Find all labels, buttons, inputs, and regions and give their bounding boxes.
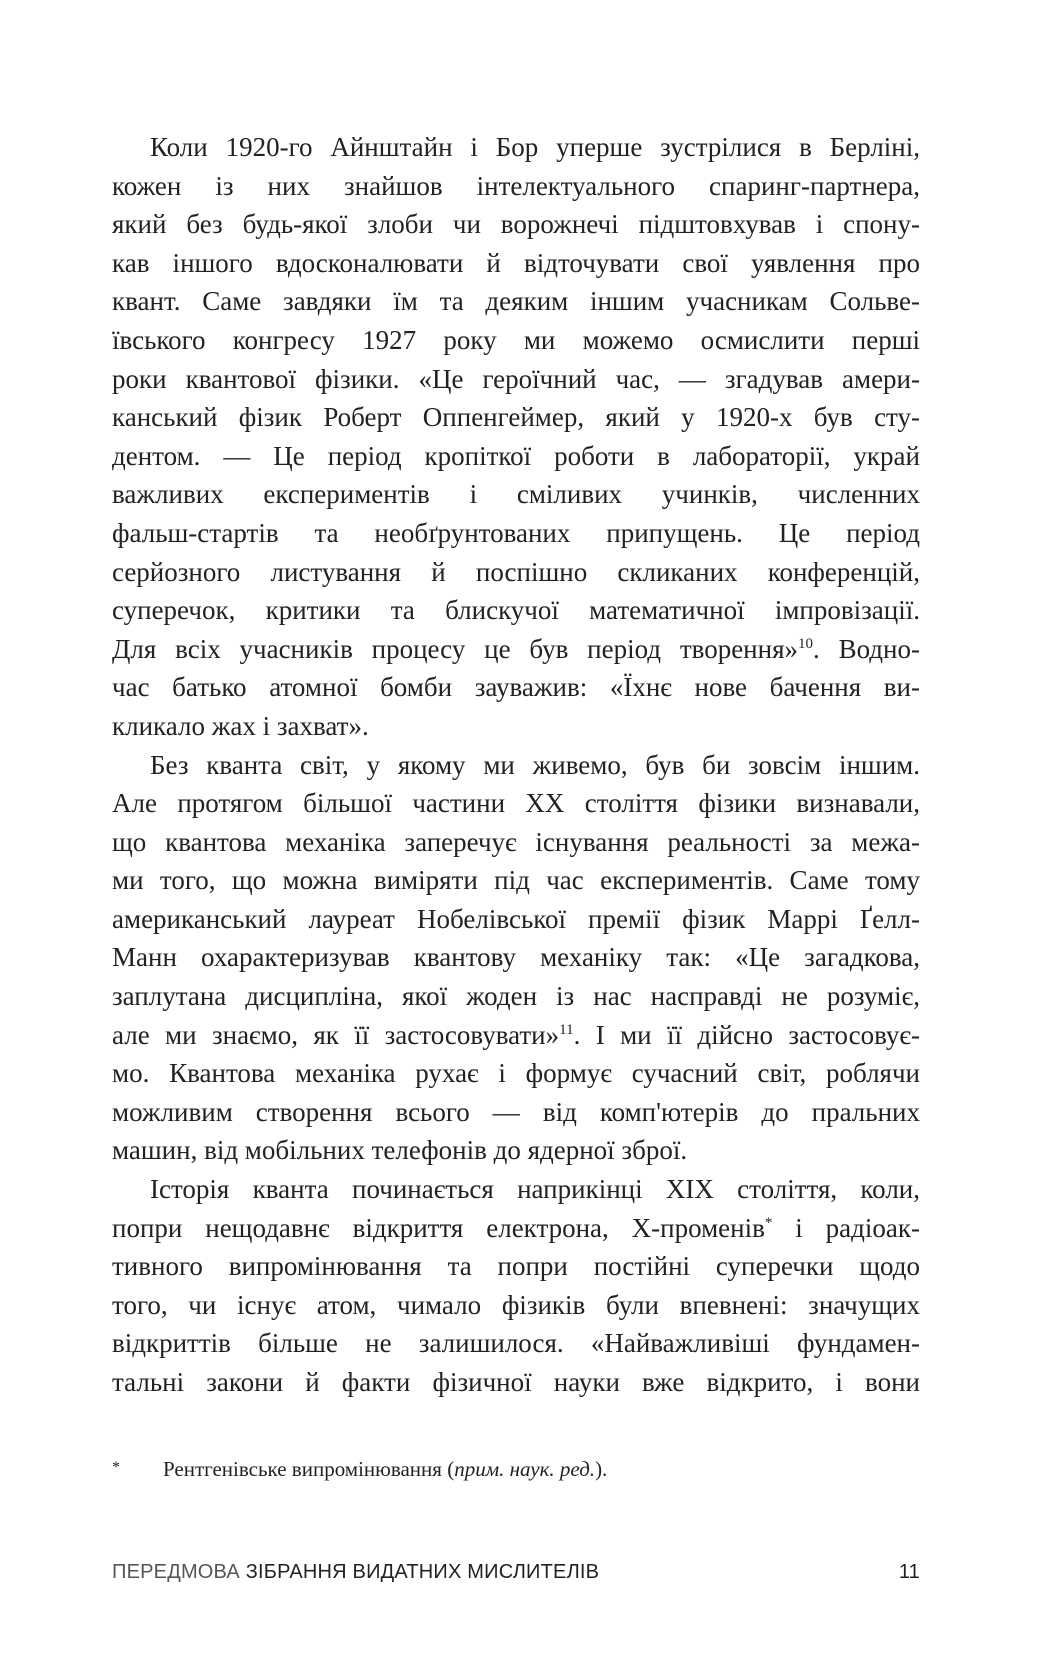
text-segment: але ми знаємо, як її застосовувати»: [112, 1019, 560, 1050]
footnote-marker: *: [112, 1459, 120, 1476]
text-line: кликало жах і захват».: [112, 710, 369, 741]
text-line: що квантова механіка заперечує існування реальності за межа-: [112, 826, 920, 857]
text-line: важливих експериментів і сміливих учинків, численних: [112, 479, 920, 510]
text-segment: попри нещодавнє відкриття електрона, Х-променів: [112, 1212, 765, 1243]
paragraph: [112, 746, 920, 1171]
text-segment: . І ми її дійсно застосовує-: [573, 1019, 920, 1050]
text-line: дентом. — Це період кропіткої роботи в лабораторії, украй: [112, 440, 920, 471]
text-line: квант. Саме завдяки їм та деяким іншим учасникам Сольве-: [112, 286, 920, 317]
text-line: ми того, що можна виміряти під час експериментів. Саме тому: [112, 865, 920, 896]
text-line: можливим створення всього — від комп'ютерів до пральних: [112, 1096, 920, 1127]
text-line: роки квантової фізики. «Це героїчний час, — згадував амери-: [112, 363, 920, 394]
text-line: машин, від мобільних телефонів до ядерної зброї.: [112, 1135, 688, 1166]
text-line: суперечок, критики та блискучої математичної імпровізації.: [112, 595, 920, 626]
page-number: 11: [898, 1561, 920, 1583]
text-line: який без будь-якої злоби чи ворожнечі підштовхував і спону-: [112, 209, 920, 240]
text-line: канський фізик Роберт Оппенгеймер, який у 1920-х був сту-: [112, 402, 920, 433]
footnote: [112, 1454, 920, 1483]
paragraph: [112, 128, 920, 746]
text-line: серйозного листування й поспішно скликаних конференцій,: [112, 556, 920, 587]
text-line: Але протягом більшої частини XX століття фізики визнавали,: [112, 788, 920, 819]
footnote-ref-asterisk[interactable]: *: [764, 1214, 773, 1231]
body-text: [112, 128, 920, 1402]
text-line: кожен із них знайшов інтелектуального спаринг-партнера,: [112, 170, 920, 201]
text-line: ївського конгресу 1927 року ми можемо осмислити перші: [112, 324, 920, 355]
text-segment: Для всіх учасників процесу це був період творення»: [112, 633, 799, 664]
endnote-ref-10[interactable]: 10: [798, 635, 814, 652]
text-line: Манн охарактеризував квантову механіку так: «Це загадкова,: [112, 942, 920, 973]
paragraph: [112, 1170, 920, 1402]
text-line: [112, 1209, 920, 1248]
text-line: заплутана дисципліна, якої жоден із нас насправді не розуміє,: [112, 981, 920, 1012]
text-line: тивного випромінювання та попри постійні суперечки щодо: [112, 1251, 920, 1282]
text-line: [112, 1016, 920, 1055]
footnote-text-tail: ).: [595, 1457, 608, 1481]
running-head-book-title: ЗІБРАННЯ ВИДАТНИХ МИСЛИТЕЛІВ: [245, 1561, 600, 1583]
text-line: американський лауреат Нобелівської премії фізик Маррі Ґелл-: [112, 903, 920, 934]
text-line: кав іншого вдосконалювати й відточувати свої уявлення про: [112, 247, 920, 278]
page-footer: [112, 1560, 920, 1584]
text-line: Без кванта світ, у якому ми живемо, був би зовсім іншим.: [150, 749, 920, 780]
text-line: Історія кванта починається наприкінці XIX століття, коли,: [150, 1174, 920, 1205]
footnote-text: Рентгенівське випромінювання (: [163, 1457, 455, 1481]
footnote-editor-note: прим. наук. ред.: [454, 1457, 596, 1481]
text-line: мо. Квантова механіка рухає і формує сучасний світ, роблячи: [112, 1058, 920, 1089]
endnote-ref-11[interactable]: 11: [559, 1021, 574, 1038]
text-line: Коли 1920-го Айнштайн і Бор уперше зустрілися в Берліні,: [150, 132, 920, 162]
text-line: відкриттів більше не залишилося. «Найважливіші фундамен-: [112, 1328, 920, 1359]
text-line: того, чи існує атом, чимало фізиків були впевнені: значущих: [112, 1289, 920, 1320]
text-line: час батько атомної бомби зауважив: «Їхнє нове бачення ви-: [112, 672, 920, 703]
text-line: [112, 630, 920, 669]
text-segment: і радіоак-: [772, 1212, 920, 1243]
text-line: тальні закони й факти фізичної науки вже відкрито, і вони: [112, 1367, 920, 1397]
text-segment: . Водно-: [813, 633, 920, 664]
running-head-section: ПЕРЕДМОВА: [112, 1561, 240, 1583]
text-line: фальш-стартів та необґрунтованих припущень. Це період: [112, 517, 920, 548]
